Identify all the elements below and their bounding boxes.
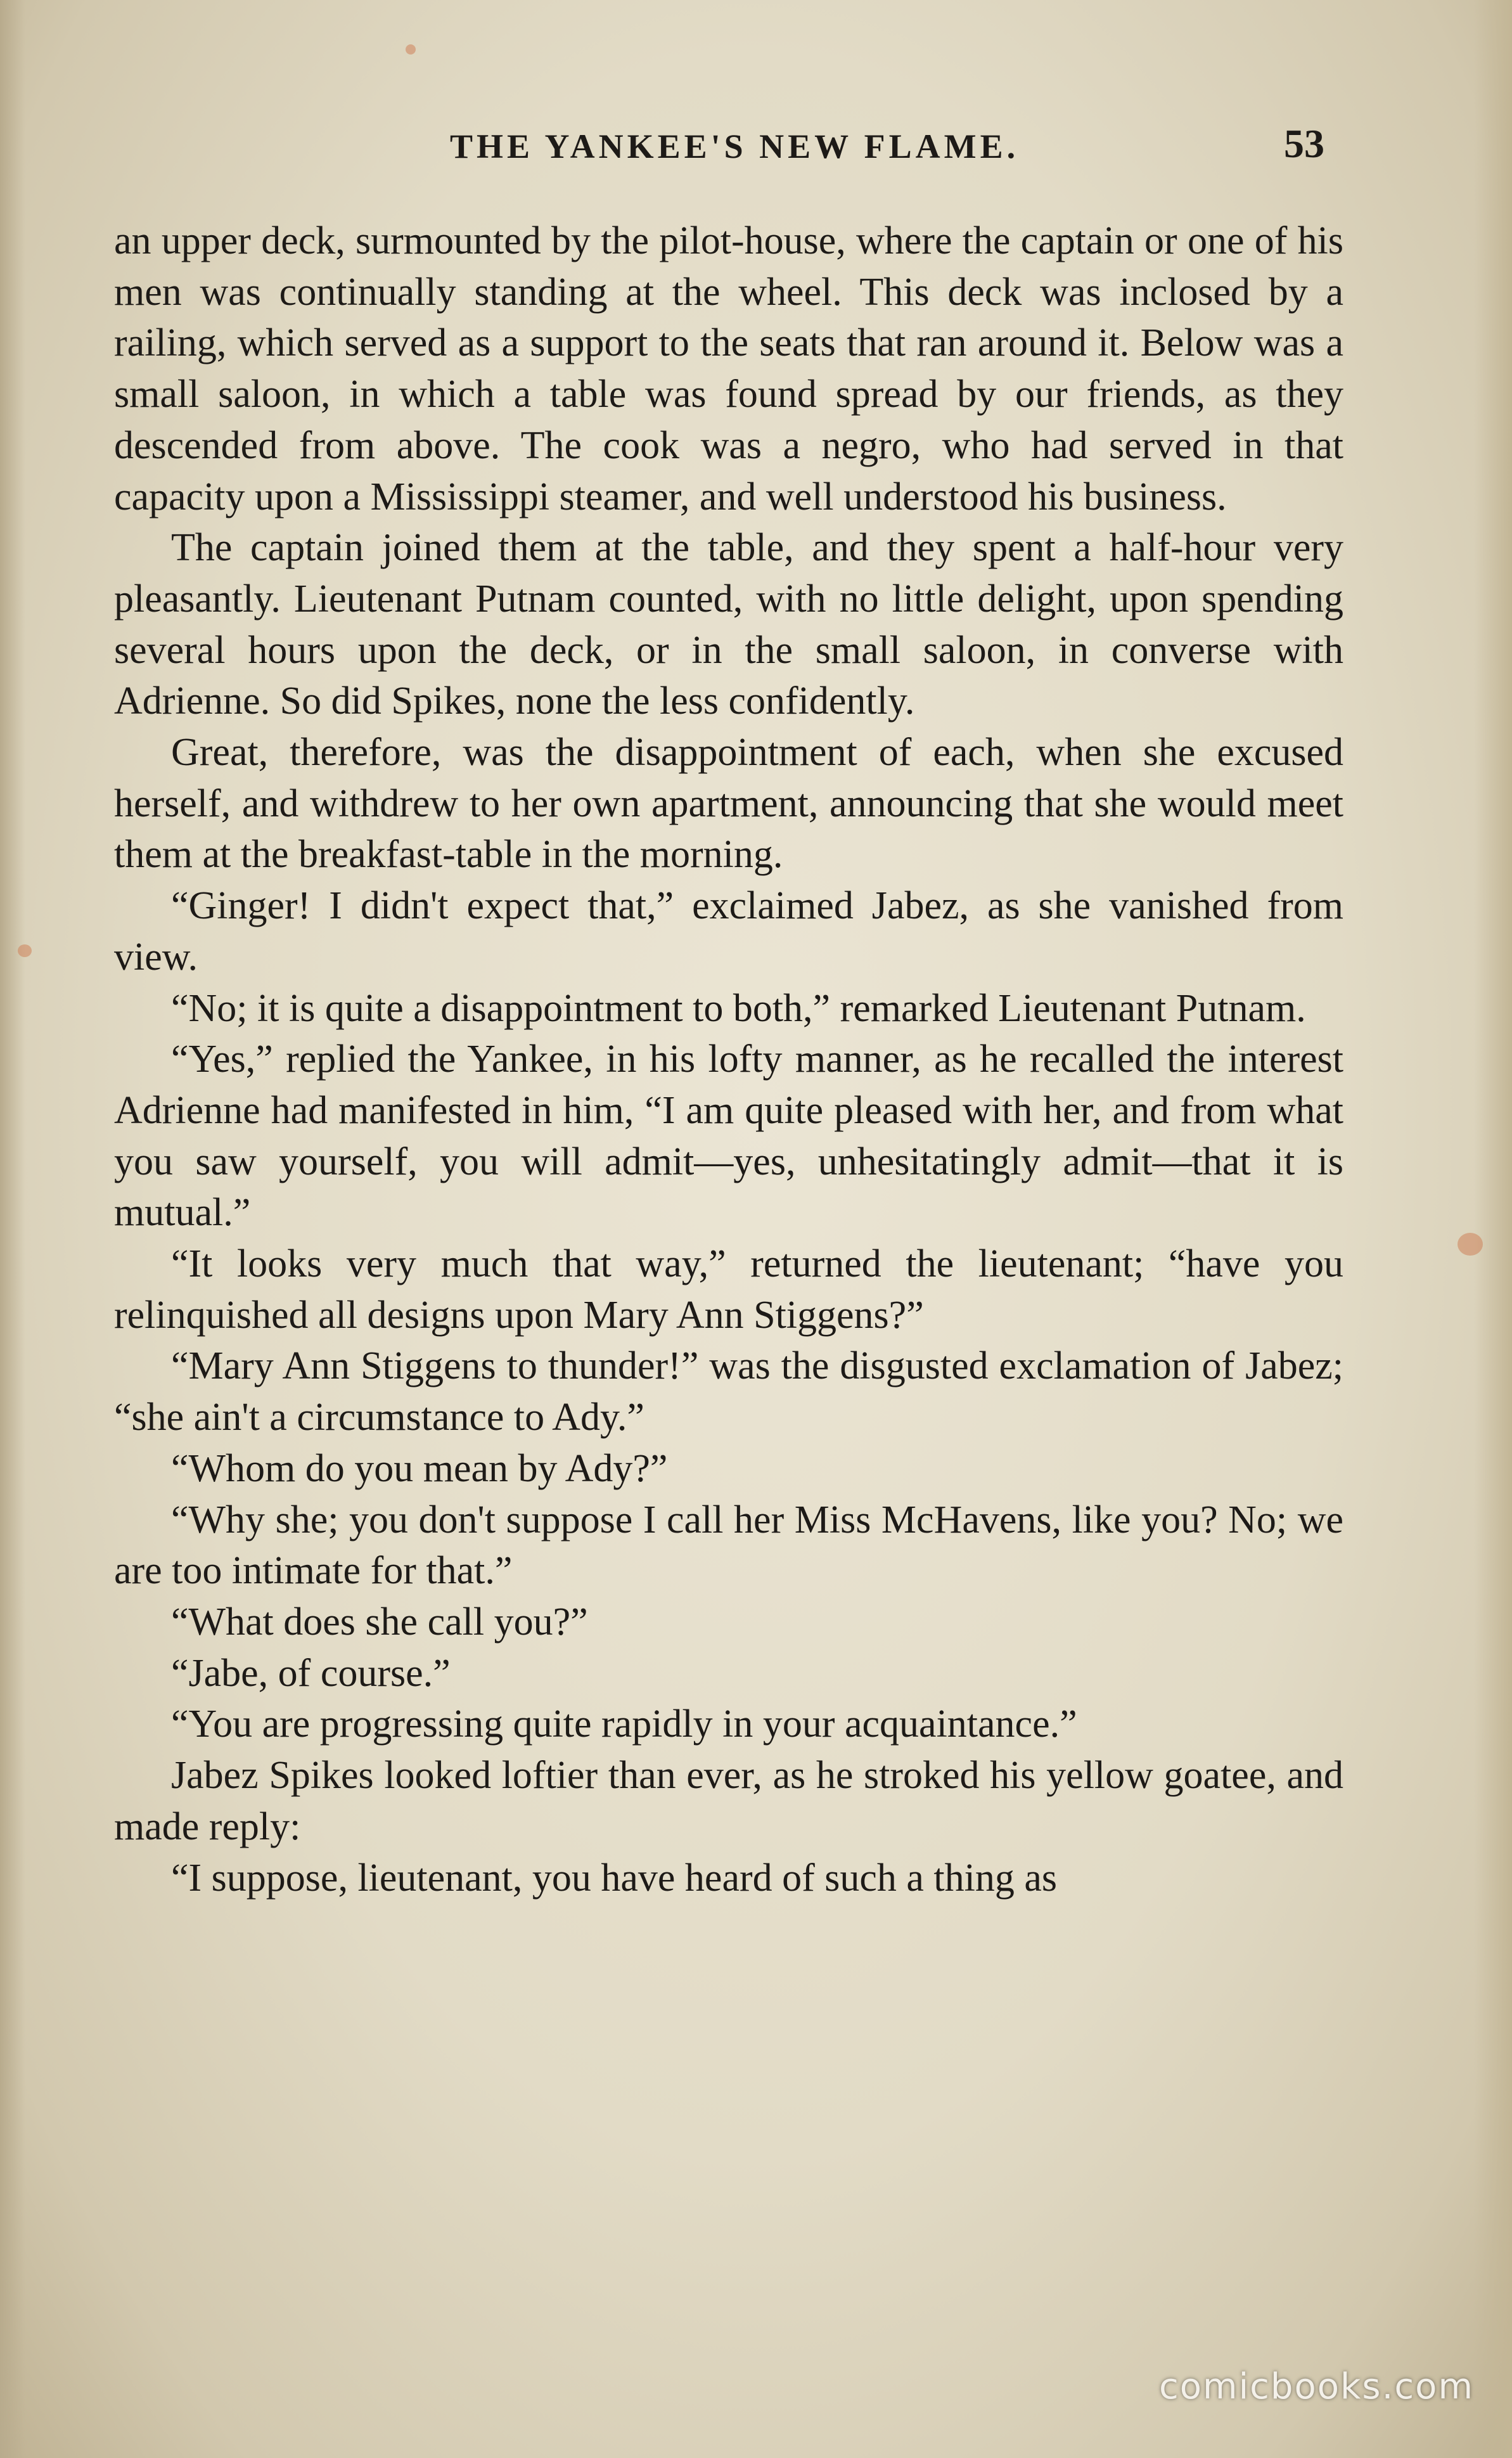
- watermark: comicbooks.com: [1158, 2366, 1474, 2407]
- paragraph: “Why she; you don't suppose I call her Miss McHavens, like you? No; we are too intimate for that.”: [114, 1498, 1343, 1593]
- paragraph: an upper deck, surmounted by the pilot-house, where the captain or one of his men was continually standing at the wheel. This deck was inclosed by a railing, which served as a support to the seats that ran around it. Below was a small saloon, in which a table was found spread by our friends, as they descended from above. The cook was a negro, who had served in that capacity upon a Mississippi steamer, and well understood his business.: [114, 219, 1343, 518]
- paragraph: “Whom do you mean by Ady?”: [171, 1446, 668, 1490]
- page-edge-left: [0, 0, 25, 2458]
- paragraph: “I suppose, lieutenant, you have heard of such a thing as: [171, 1856, 1058, 1900]
- paragraph: “Jabe, of course.”: [171, 1651, 451, 1695]
- running-head: THE YANKEE'S NEW FLAME.: [450, 127, 1020, 165]
- paragraph: The captain joined them at the table, and they spent a half-hour very pleasantly. Lieutenant Putnam counted, with no little delight, upon spending several hours upon the deck, or in the small saloon, in converse with Adrienne. So did Spikes, none the less confidently.: [114, 526, 1343, 723]
- paragraph: “It looks very much that way,” returned the lieutenant; “have you relinquished all designs upon Mary Ann Stiggens?”: [114, 1242, 1343, 1337]
- paragraph: “Ginger! I didn't expect that,” exclaimed Jabez, as she vanished from view.: [114, 884, 1343, 979]
- body-text: [114, 216, 1343, 1903]
- page-header: [114, 120, 1381, 177]
- paragraph: “No; it is quite a disappointment to both,” remarked Lieutenant Putnam.: [171, 986, 1306, 1030]
- page-edge-right: [1474, 0, 1512, 2458]
- paragraph: “Mary Ann Stiggens to thunder!” was the disgusted exclamation of Jabez; “she ain't a circumstance to Ady.”: [114, 1344, 1343, 1439]
- paragraph: “What does she call you?”: [171, 1600, 588, 1644]
- paragraph: Great, therefore, was the disappointment of each, when she excused herself, and withdrew to her own apartment, announcing that she would meet them at the breakfast-table in the morning.: [114, 731, 1343, 877]
- paragraph: “Yes,” replied the Yankee, in his lofty manner, as he recalled the interest Adrienne had manifested in him, “I am quite pleased with her, and from what you saw yourself, you will admit—yes, unhesitatingly admit—that it is mutual.”: [114, 1038, 1343, 1235]
- paragraph: Jabez Spikes looked loftier than ever, as he stroked his yellow goatee, and made reply:: [114, 1754, 1343, 1848]
- foxing-spot: [18, 944, 32, 957]
- foxing-spot: [406, 44, 416, 55]
- foxing-spot: [1458, 1233, 1483, 1256]
- paragraph: “You are progressing quite rapidly in your acquaintance.”: [171, 1702, 1077, 1746]
- page-number: 53: [1284, 121, 1324, 166]
